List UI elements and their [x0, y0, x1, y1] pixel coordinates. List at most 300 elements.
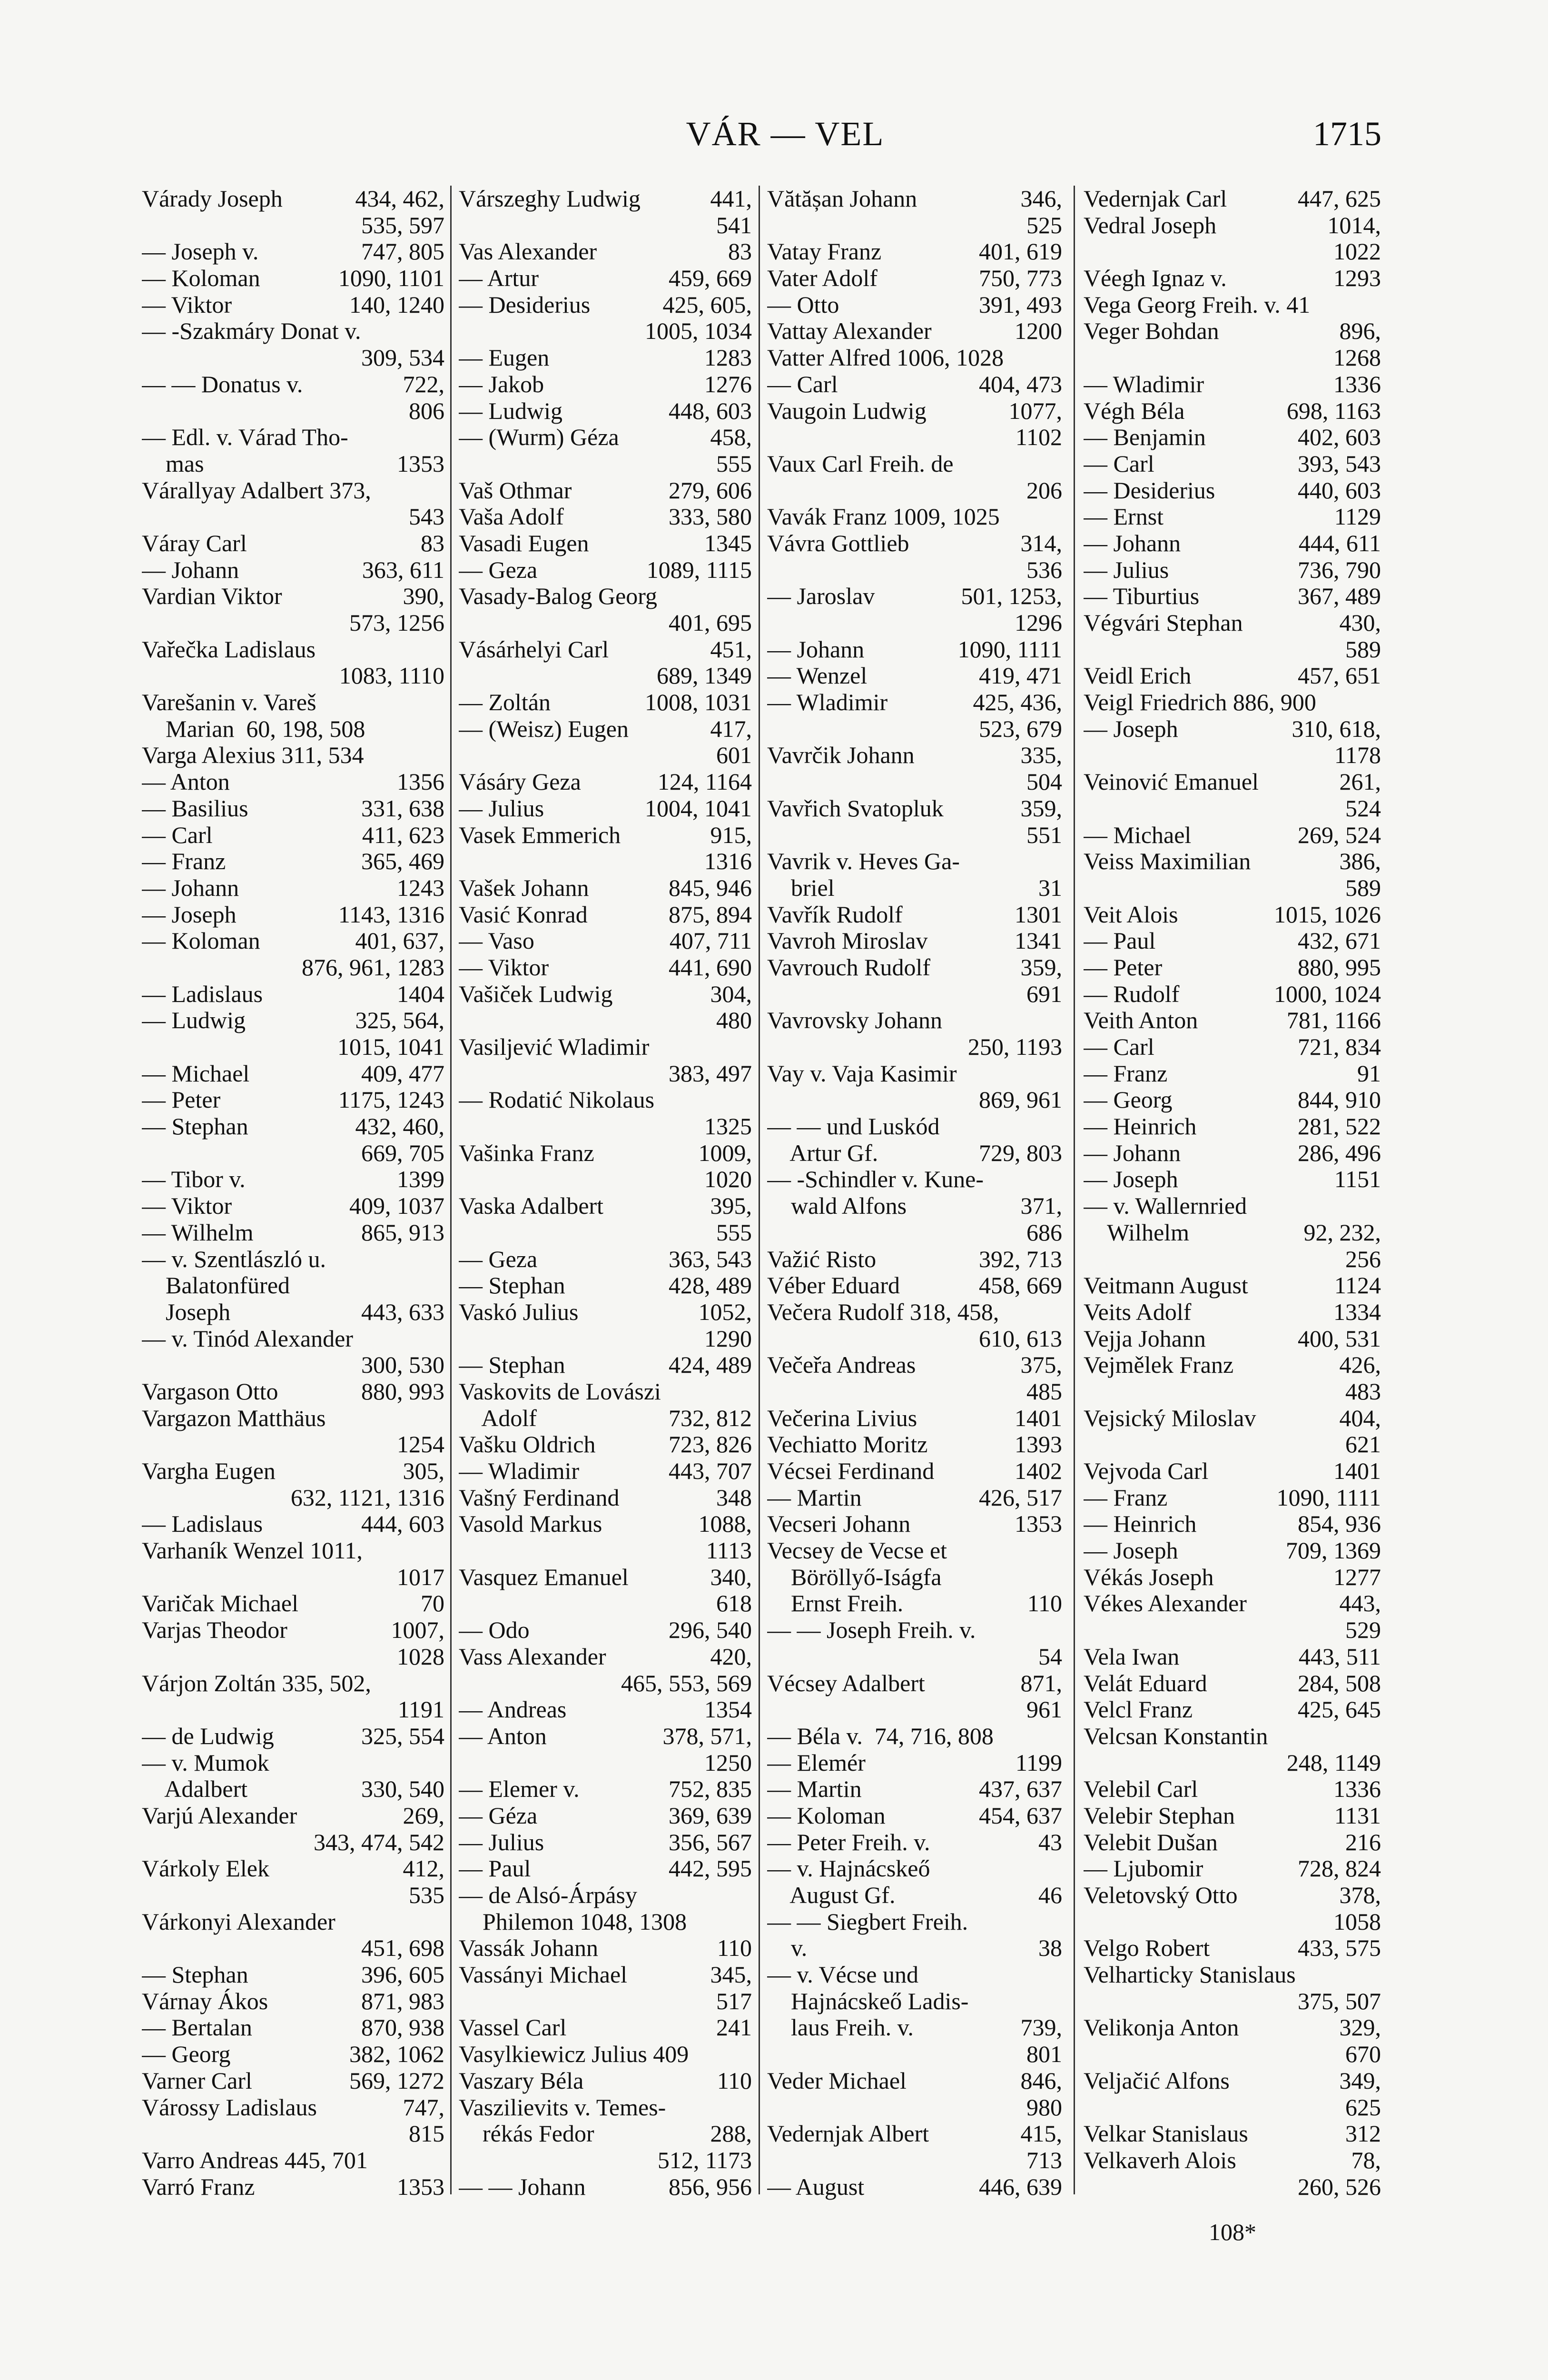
entry-name: Varga Alexius 311, 534 — [142, 742, 364, 769]
index-entry-line — [767, 822, 1062, 849]
entry-name: Vedral Joseph — [1084, 212, 1217, 238]
entry-name: Veits Adolf — [1084, 1299, 1192, 1325]
index-entry-line — [142, 2147, 444, 2174]
index-entry-line — [767, 1723, 1062, 1750]
entry-page-refs: 551 — [1026, 822, 1062, 848]
entry-name: Varner Carl — [142, 2067, 252, 2094]
entry-page-refs: 419, 471 — [979, 663, 1062, 689]
entry-name: Vasiljević Wladimir — [459, 1034, 650, 1060]
index-entry-line — [142, 477, 444, 504]
index-entry-line — [1084, 1007, 1381, 1034]
entry-page-refs: 632, 1121, 1316 — [290, 1484, 444, 1511]
entry-name: Vavroh Miroslav — [767, 928, 928, 954]
entry-page-refs: 400, 531 — [1298, 1325, 1381, 1352]
entry-page-refs: 395, — [710, 1193, 752, 1220]
index-entry-line — [767, 1352, 1062, 1378]
entry-name: Vătășan Johann — [767, 186, 917, 212]
entry-page-refs: 216 — [1345, 1829, 1381, 1855]
index-entry-line — [1084, 1378, 1381, 1405]
entry-page-refs: 1143, 1316 — [338, 901, 444, 928]
index-entry-line — [1084, 716, 1381, 743]
entry-page-refs: 713 — [1026, 2147, 1062, 2173]
index-entry-line — [1084, 1405, 1381, 1432]
index-entry-line — [1084, 265, 1381, 292]
index-entry-line — [1084, 981, 1381, 1008]
entry-page-refs: 451, 698 — [361, 1935, 444, 1962]
index-entry-line — [767, 1988, 1062, 2015]
entry-name: Vécsey Adalbert — [767, 1670, 925, 1696]
entry-page-refs: 110 — [1027, 1590, 1062, 1617]
entry-page-refs: 425, 645 — [1298, 1696, 1381, 1723]
entry-page-refs: 441, — [710, 186, 752, 212]
index-entry-line — [142, 2094, 444, 2121]
index-entry-line — [1084, 1034, 1381, 1061]
entry-page-refs: 256 — [1345, 1246, 1381, 1272]
index-entry-line — [767, 1750, 1062, 1776]
entry-name: wald Alfons — [767, 1193, 907, 1220]
entry-page-refs: 442, 595 — [669, 1855, 752, 1882]
entry-page-refs: 610, 613 — [979, 1325, 1062, 1352]
index-entry-line — [1084, 1537, 1381, 1564]
index-entry-line — [767, 1193, 1062, 1220]
index-entry-line — [1084, 1696, 1381, 1723]
index-entry-line — [459, 212, 752, 239]
entry-page-refs: 876, 961, 1283 — [302, 954, 444, 981]
entry-page-refs: 961 — [1026, 1696, 1062, 1723]
entry-page-refs: 420, — [710, 1643, 752, 1670]
entry-page-refs: 1336 — [1333, 1776, 1381, 1803]
index-entry-line — [1084, 2014, 1381, 2041]
index-entry-line — [1084, 1803, 1381, 1829]
index-entry-line — [1084, 1935, 1381, 1962]
entry-page-refs: 335, — [1020, 742, 1062, 769]
entry-page-refs: 433, 575 — [1298, 1935, 1381, 1962]
entry-page-refs: 83 — [728, 238, 752, 265]
index-entry-line — [142, 1670, 444, 1697]
entry-name: Večera Rudolf 318, 458, — [767, 1299, 999, 1325]
index-entry-line — [459, 1458, 752, 1485]
entry-page-refs: 458, 669 — [979, 1272, 1062, 1299]
index-entry-line — [1084, 636, 1381, 663]
entry-name: Vaugoin Ludwig — [767, 397, 927, 424]
entry-page-refs: 781, 1166 — [1286, 1007, 1381, 1034]
index-entry-line — [767, 1962, 1062, 1988]
entry-name: Vasold Markus — [459, 1511, 602, 1537]
index-entry-line — [459, 1564, 752, 1591]
entry-name: — v. Vécse und — [767, 1962, 918, 1988]
entry-page-refs: 430, — [1339, 610, 1381, 636]
index-entry-line — [1084, 557, 1381, 584]
entry-page-refs: 529 — [1345, 1617, 1381, 1644]
entry-page-refs: 806 — [409, 397, 444, 424]
entry-page-refs: 854, 936 — [1298, 1511, 1381, 1537]
index-entry-line — [142, 1378, 444, 1405]
entry-page-refs: 260, 526 — [1298, 2173, 1381, 2200]
entry-name: Véegh Ignaz v. — [1084, 265, 1227, 292]
index-entry-line — [767, 1511, 1062, 1537]
entry-name: — Heinrich — [1084, 1511, 1197, 1537]
entry-name: — de Ludwig — [142, 1723, 274, 1749]
index-entry-line — [767, 610, 1062, 636]
index-entry-line — [767, 1909, 1062, 1935]
entry-name: — Carl — [142, 822, 213, 848]
index-entry-line — [1084, 1962, 1381, 1988]
entry-page-refs: 124, 1164 — [657, 769, 752, 795]
index-entry-line — [1084, 822, 1381, 849]
index-entry-line — [142, 928, 444, 954]
entry-name: — Joseph v. — [142, 238, 259, 265]
entry-page-refs: 1325 — [704, 1113, 752, 1140]
index-entry-line — [767, 1935, 1062, 1962]
entry-page-refs: 325, 554 — [361, 1723, 444, 1749]
index-entry-line — [142, 265, 444, 292]
entry-page-refs: 1015, 1026 — [1274, 901, 1381, 928]
page-header — [0, 114, 1548, 162]
entry-name: — Franz — [1084, 1060, 1168, 1087]
entry-page-refs: 425, 436, — [973, 689, 1062, 716]
entry-name: — Peter Freih. v. — [767, 1829, 930, 1855]
index-entry-line — [142, 371, 444, 398]
index-entry-line — [459, 1988, 752, 2015]
entry-page-refs: 1017 — [397, 1564, 444, 1590]
entry-page-refs: 443, — [1339, 1590, 1381, 1617]
entry-name: Vaszary Béla — [459, 2067, 584, 2094]
entry-page-refs: 446, 639 — [979, 2173, 1062, 2200]
entry-page-refs: 670 — [1345, 2041, 1381, 2068]
entry-name: Várkoly Elek — [142, 1855, 269, 1882]
index-entry-line — [459, 1220, 752, 1246]
index-entry-line — [142, 1140, 444, 1167]
index-entry-line — [767, 424, 1062, 451]
index-entry-line — [1084, 1485, 1381, 1511]
entry-page-refs: 409, 477 — [361, 1060, 444, 1087]
index-entry-line — [767, 1405, 1062, 1432]
entry-page-refs: 305, — [403, 1458, 444, 1484]
index-entry-line — [1084, 1299, 1381, 1326]
index-entry-line — [767, 928, 1062, 954]
entry-name: Vavřík Rudolf — [767, 901, 903, 928]
column-divider — [1074, 186, 1075, 2194]
index-entry-line — [142, 2014, 444, 2041]
entry-name: Vašku Oldrich — [459, 1431, 596, 1458]
entry-name: Vatay Franz — [767, 238, 882, 265]
entry-page-refs: 1402 — [1015, 1458, 1062, 1484]
index-entry-line — [459, 875, 752, 902]
entry-name: — Johann — [142, 874, 239, 901]
entry-name: — Jaroslav — [767, 583, 875, 610]
entry-page-refs: 1089, 1115 — [646, 556, 752, 583]
entry-name: — Odo — [459, 1617, 530, 1644]
entry-page-refs: 750, 773 — [979, 265, 1062, 292]
entry-page-refs: 1243 — [397, 874, 444, 901]
index-entry-line — [142, 795, 444, 822]
entry-page-refs: 393, 543 — [1298, 450, 1381, 477]
index-entry-line — [142, 1352, 444, 1378]
entry-name: — Georg — [142, 2041, 231, 2068]
entry-page-refs: 409, 1037 — [349, 1193, 444, 1220]
index-entry-line — [459, 1962, 752, 1988]
entry-name: Váray Carl — [142, 530, 247, 556]
entry-name: — Basilius — [142, 795, 248, 822]
index-entry-line — [142, 583, 444, 610]
entry-name: Vaszilievits v. Temes- — [459, 2094, 666, 2121]
index-entry-line — [142, 1617, 444, 1644]
entry-page-refs: 391, 493 — [979, 291, 1062, 318]
entry-name: Vass Alexander — [459, 1643, 606, 1670]
entry-name: — — und Luskód — [767, 1113, 940, 1140]
entry-name: — Rudolf — [1084, 981, 1180, 1007]
index-entry-line — [767, 557, 1062, 584]
index-entry-line — [767, 212, 1062, 239]
entry-page-refs: 314, — [1020, 530, 1062, 556]
entry-page-refs: 1200 — [1015, 318, 1062, 345]
entry-page-refs: 1020 — [704, 1166, 752, 1193]
index-entry-line — [459, 1113, 752, 1140]
entry-name: Velikonja Anton — [1084, 2014, 1239, 2041]
entry-name: Veith Anton — [1084, 1007, 1198, 1034]
index-entry-line — [767, 1458, 1062, 1485]
index-entry-line — [767, 2121, 1062, 2147]
entry-page-refs: 448, 603 — [669, 397, 752, 424]
index-entry-line — [1084, 345, 1381, 371]
index-entry-line — [767, 265, 1062, 292]
entry-name: Vaš Othmar — [459, 477, 572, 504]
index-entry-line — [459, 238, 752, 265]
index-entry-line — [142, 1007, 444, 1034]
entry-name: Vašný Ferdinand — [459, 1484, 620, 1511]
entry-name: Vaska Adalbert — [459, 1193, 604, 1220]
index-entry-line — [1084, 1431, 1381, 1458]
index-entry-line — [142, 1882, 444, 1909]
entry-name: — Johann — [767, 636, 865, 663]
entry-name: Vejvoda Carl — [1084, 1458, 1209, 1484]
index-entry-line — [142, 212, 444, 239]
entry-name: Vašiček Ludwig — [459, 981, 613, 1007]
index-entry-line — [1084, 1829, 1381, 1856]
index-entry-line — [1084, 1590, 1381, 1617]
index-entry-line — [459, 2068, 752, 2094]
entry-name: — Viktor — [142, 291, 232, 318]
index-entry-line — [459, 1272, 752, 1299]
entry-page-refs: 365, 469 — [361, 848, 444, 875]
entry-page-refs: 465, 553, 569 — [621, 1670, 752, 1696]
index-entry-line — [767, 1378, 1062, 1405]
index-entry-line — [1084, 1670, 1381, 1697]
entry-name: briel — [767, 874, 835, 901]
index-entry-line — [142, 2174, 444, 2201]
entry-page-refs: 1191 — [397, 1696, 444, 1723]
entry-name: — Geza — [459, 1246, 538, 1272]
index-entry-line — [142, 636, 444, 663]
entry-name: Vecseri Johann — [767, 1511, 911, 1537]
index-entry-line — [142, 186, 444, 212]
entry-page-refs: 729, 803 — [979, 1140, 1062, 1166]
entry-page-refs: 736, 790 — [1298, 556, 1381, 583]
index-entry-line — [459, 2094, 752, 2121]
entry-page-refs: 844, 910 — [1298, 1087, 1381, 1113]
entry-page-refs: 1052, — [698, 1299, 752, 1325]
index-entry-line — [142, 1087, 444, 1113]
entry-name: — v. Szentlászló u. — [142, 1246, 326, 1272]
entry-page-refs: 1015, 1041 — [337, 1034, 444, 1060]
entry-page-refs: 404, — [1339, 1405, 1381, 1431]
entry-page-refs: 415, — [1020, 2121, 1062, 2147]
index-entry-line — [142, 1564, 444, 1591]
index-entry-line — [767, 1829, 1062, 1856]
entry-name: Veletovský Otto — [1084, 1882, 1238, 1908]
index-entry-line — [459, 1670, 752, 1697]
entry-name: Vaša Adolf — [459, 504, 564, 530]
entry-page-refs: 412, — [403, 1855, 444, 1882]
entry-name: — Zoltán — [459, 689, 551, 716]
index-entry-line — [142, 2068, 444, 2094]
index-entry-line — [1084, 451, 1381, 477]
entry-page-refs: 428, 489 — [669, 1272, 752, 1299]
index-entry-line — [1084, 2147, 1381, 2174]
index-entry-line — [142, 875, 444, 902]
index-entry-line — [459, 424, 752, 451]
index-entry-line — [767, 504, 1062, 530]
entry-page-refs: 359, — [1020, 795, 1062, 822]
index-entry-line — [767, 954, 1062, 981]
index-entry-line — [459, 265, 752, 292]
entry-page-refs: 1296 — [1015, 610, 1062, 636]
index-entry-line — [767, 530, 1062, 557]
entry-name: Várkonyi Alexander — [142, 1908, 335, 1935]
entry-page-refs: 444, 611 — [1298, 530, 1381, 556]
entry-page-refs: 348 — [716, 1484, 752, 1511]
index-entry-line — [142, 1537, 444, 1564]
entry-page-refs: 1393 — [1015, 1431, 1062, 1458]
entry-page-refs: 618 — [716, 1590, 752, 1617]
entry-name: Veder Michael — [767, 2067, 907, 2094]
index-entry-line — [1084, 1246, 1381, 1273]
index-entry-line — [767, 1220, 1062, 1246]
entry-page-refs: 1354 — [704, 1696, 752, 1723]
entry-page-refs: 801 — [1026, 2041, 1062, 2068]
entry-page-refs: 846, — [1020, 2067, 1062, 2094]
index-entry-line — [1084, 186, 1381, 212]
entry-name: — Tiburtius — [1084, 583, 1200, 610]
entry-name: Važić Risto — [767, 1246, 877, 1272]
index-entry-line — [459, 795, 752, 822]
index-entry-line — [1084, 689, 1381, 716]
entry-name: Velcsan Konstantin — [1084, 1723, 1268, 1749]
entry-name: — Wenzel — [767, 663, 868, 689]
entry-page-refs: 747, — [403, 2094, 444, 2121]
index-entry-line — [459, 1590, 752, 1617]
entry-name: Vejmělek Franz — [1084, 1352, 1234, 1378]
index-entry-line — [1084, 530, 1381, 557]
entry-page-refs: 441, 690 — [669, 954, 752, 981]
entry-page-refs: 281, 522 — [1298, 1113, 1381, 1140]
index-entry-line — [767, 1564, 1062, 1591]
index-entry-line — [459, 292, 752, 318]
entry-page-refs: 1131 — [1334, 1802, 1381, 1829]
entry-page-refs: 721, 834 — [1298, 1034, 1381, 1060]
entry-page-refs: 517 — [716, 1988, 752, 2014]
entry-page-refs: 689, 1349 — [657, 663, 752, 689]
entry-page-refs: 401, 619 — [979, 238, 1062, 265]
index-entry-line — [459, 530, 752, 557]
index-entry-line — [142, 1431, 444, 1458]
entry-page-refs: 241 — [716, 2014, 752, 2041]
entry-name: Velkaverh Alois — [1084, 2147, 1236, 2173]
index-entry-line — [1084, 477, 1381, 504]
index-entry-line — [767, 716, 1062, 743]
entry-name: — Johann — [1084, 1140, 1181, 1166]
index-entry-line — [142, 663, 444, 689]
entry-name: — Johann — [142, 556, 239, 583]
entry-page-refs: 625 — [1345, 2094, 1381, 2121]
index-entry-line — [142, 1829, 444, 1856]
entry-page-refs: 691 — [1026, 981, 1062, 1007]
entry-page-refs: 343, 474, 542 — [314, 1829, 444, 1855]
entry-name: Večeřa Andreas — [767, 1352, 916, 1378]
entry-page-refs: 1005, 1034 — [645, 318, 752, 345]
entry-name: mas — [142, 450, 204, 477]
index-entry-line — [142, 954, 444, 981]
index-entry-line — [459, 1087, 752, 1113]
entry-name: Ernst Freih. — [767, 1590, 904, 1617]
index-entry-line — [1084, 1723, 1381, 1750]
entry-page-refs: 728, 824 — [1298, 1855, 1381, 1882]
entry-page-refs: 312 — [1345, 2121, 1381, 2147]
index-entry-line — [1084, 2121, 1381, 2147]
index-entry-line — [767, 318, 1062, 345]
index-entry-line — [459, 1696, 752, 1723]
index-entry-line — [767, 1485, 1062, 1511]
entry-name: Vattay Alexander — [767, 318, 932, 345]
entry-name: Várszeghy Ludwig — [459, 186, 641, 212]
entry-name: — Edl. v. Várad Tho- — [142, 424, 348, 451]
entry-page-refs: 43 — [1038, 1829, 1062, 1855]
entry-name: — Ladislaus — [142, 981, 263, 1007]
index-entry-line — [142, 1962, 444, 1988]
entry-name: Vargazon Matthäus — [142, 1405, 326, 1431]
entry-page-refs: 110 — [717, 1935, 752, 1962]
index-entry-line — [767, 1882, 1062, 1909]
entry-name: — Koloman — [142, 928, 260, 954]
entry-page-refs: 1334 — [1333, 1299, 1381, 1325]
entry-name: Vedernjak Albert — [767, 2121, 929, 2147]
index-entry-line — [767, 1166, 1062, 1193]
index-entry-line — [767, 663, 1062, 689]
index-entry-line — [142, 424, 444, 451]
entry-page-refs: 871, — [1020, 1670, 1062, 1696]
entry-name: Vasady-Balog Georg — [459, 583, 658, 610]
entry-name: — Artur — [459, 265, 539, 292]
index-entry-line — [1084, 769, 1381, 795]
index-entry-line — [142, 398, 444, 425]
index-entry-line — [459, 1140, 752, 1167]
entry-name: — Martin — [767, 1484, 862, 1511]
entry-name: Večerina Livius — [767, 1405, 917, 1431]
entry-page-refs: 1254 — [397, 1431, 444, 1458]
index-entry-line — [142, 1166, 444, 1193]
index-entry-line — [459, 1246, 752, 1273]
entry-name: — v. Mumok — [142, 1749, 269, 1776]
index-entry-line — [459, 981, 752, 1008]
index-entry-line — [142, 292, 444, 318]
index-entry-line — [459, 1431, 752, 1458]
entry-name: Varjas Theodor — [142, 1617, 287, 1644]
index-entry-line — [767, 1326, 1062, 1352]
index-entry-line — [459, 1855, 752, 1882]
entry-page-refs: 279, 606 — [669, 477, 752, 504]
entry-name: — Franz — [1084, 1484, 1168, 1511]
entry-name: Velkar Stanislaus — [1084, 2121, 1248, 2147]
